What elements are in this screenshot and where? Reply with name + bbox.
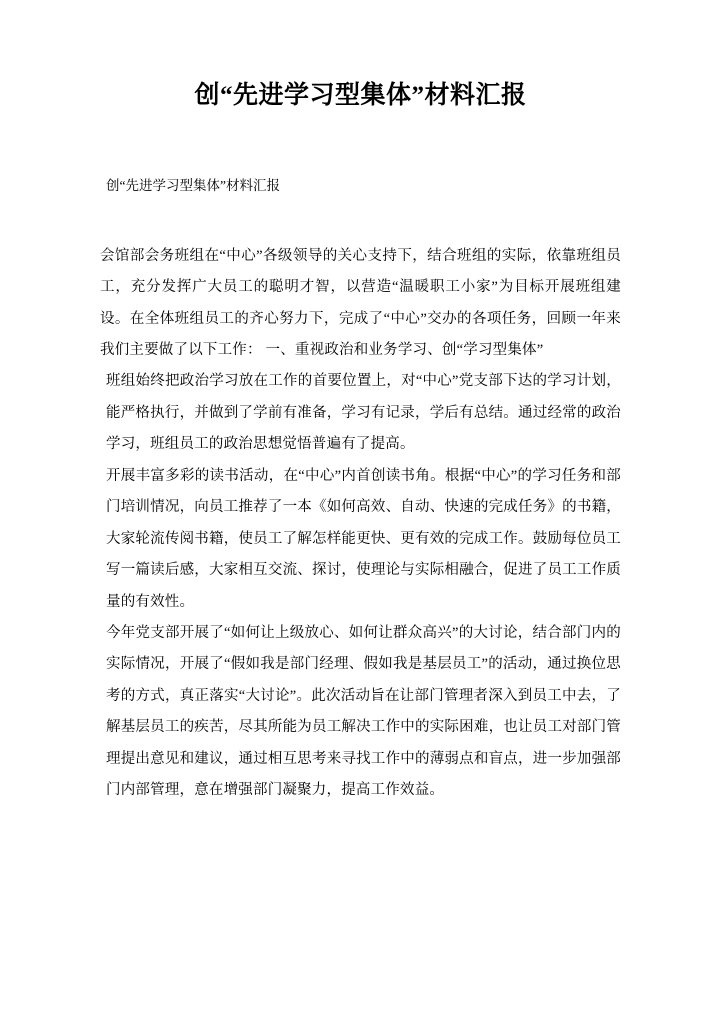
paragraph: 今年党支部开展了“如何让上级放心、如何让群众高兴”的大讨论，结合部门内的实际情况，开展了“假如我是部门经理、假如我是基层员工”的活动，通过换位思考的方式，真正落实“大讨论”。此次活动旨在让部门管理者深入到员工中去，了解基层员工的疾苦，尽其所能为员工解决工作中的实际困难，也让员工对部门管理提出意见和建议，通过相互思考来寻找工作中的薄弱点和盲点，进一步加强部门内部管理，意在增强部门凝聚力，提高工作效益。 [106,625,621,799]
document-body [100,241,621,807]
paragraph: 开展丰富多彩的读书活动，在“中心”内首创读书角。根据“中心”的学习任务和部门培训情况，向员工推荐了一本《如何高效、自动、快速的完成任务》的书籍，大家轮流传阅书籍，使员工了解怎样能更快、更有效的完成工作。鼓励每位员工写一篇读后感，大家相互交流、探讨，使理论与实际相融合，促进了员工工作质量的有效性。 [106,467,621,610]
paragraph: 班组始终把政治学习放在工作的首要位置上，对“中心”党支部下达的学习计划，能严格执行，并做到了学前有准备，学习有记录，学后有总结。通过经常的政治学习，班组员工的政治思想觉悟普遍有了提高。 [106,373,621,453]
page-title: 创“先进学习型集体”材料汇报 [194,82,527,109]
document-subtitle: 创“先进学习型集体”材料汇报 [106,178,280,193]
paragraph: 会馆部会务班组在“中心”各级领导的关心支持下，结合班组的实际，依靠班组员工，充分发挥广大员工的聪明才智，以营造“温暖职工小家”为目标开展班组建设。在全体班组员工的齐心努力下，完成了“中心”交办的各项任务，回顾一年来我们主要做了以下工作： 一、重视政治和业务学习、创“学习型集体” [100,247,621,358]
